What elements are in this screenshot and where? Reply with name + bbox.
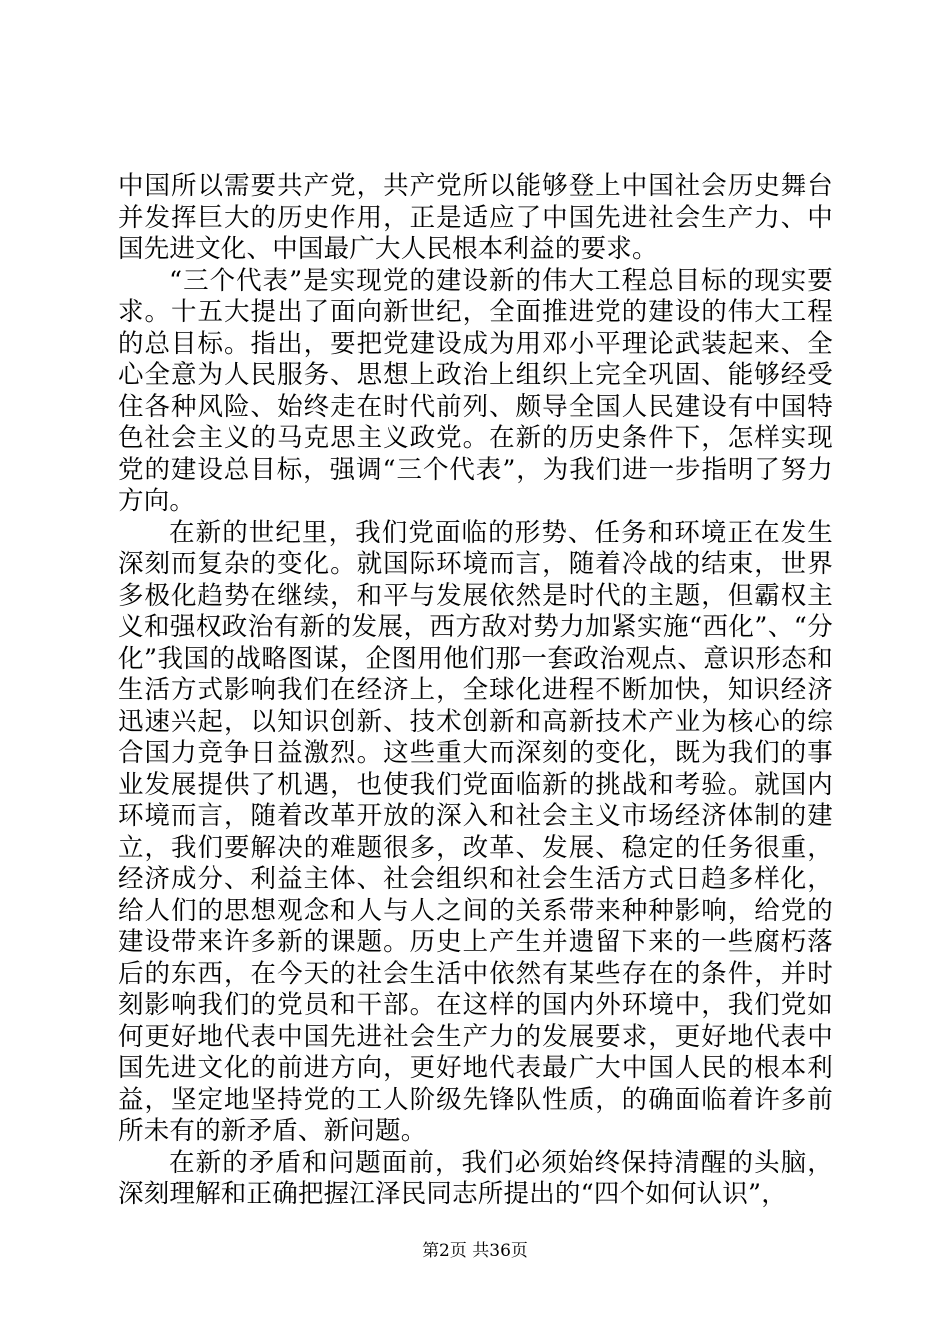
- document-body: [118, 171, 833, 1211]
- page-number-footer: 第2页 共36页: [422, 1241, 528, 1261]
- paragraph-3: 在新的世纪里，我们党面临的形势、任务和环境正在发生深刻而复杂的变化。就国际环境而言，随着冷战的结束，世界多极化趋势在继续，和平与发展依然是时代的主题，但霸权主义和强权政治有新的发展，西方敌对势力加紧实施“西化”、“分化”我国的战略图谋，企图用他们那一套政治观点、意识形态和生活方式影响我们在经济上，全球化进程不断加快，知识经济迅速兴起，以知识创新、技术创新和高新技术产业为核心的综合国力竞争日益激烈。这些重大而深刻的变化，既为我们的事业发展提供了机遇，也使我们党面临新的挑战和考验。就国内环境而言，随着改革开放的深入和社会主义市场经济体制的建立，我们要解决的难题很多，改革、发展、稳定的任务很重，经济成分、利益主体、社会组织和社会生活方式日趋多样化，给人们的思想观念和人与人之间的关系带来种种影响，给党的建设带来许多新的课题。历史上产生并遗留下来的一些腐朽落后的东西，在今天的社会生活中依然有某些存在的条件，并时刻影响我们的党员和干部。在这样的国内外环境中，我们党如何更好地代表中国先进社会生产力的发展要求，更好地代表中国先进文化的前进方向，更好地代表最广大中国人民的根本利益，坚定地坚持党的工人阶级先锋队性质，的确面临着许多前所未有的新矛盾、新问题。: [118, 517, 833, 1146]
- paragraph-1: 中国所以需要共产党，共产党所以能够登上中国社会历史舞台并发挥巨大的历史作用，正是适应了中国先进社会生产力、中国先进文化、中国最广大人民根本利益的要求。: [118, 171, 833, 264]
- paragraph-4: 在新的矛盾和问题面前，我们必须始终保持清醒的头脑，深刻理解和正确把握江泽民同志所提出的“四个如何认识”，: [118, 1147, 833, 1209]
- paragraph-2: “三个代表”是实现党的建设新的伟大工程总目标的现实要求。十五大提出了面向新世纪，全面推进党的建设的伟大工程的总目标。指出，要把党建设成为用邓小平理论武装起来、全心全意为人民服务、思想上政治上组织上完全巩固、能够经受住各种风险、始终走在时代前列、颇导全国人民建设有中国特色社会主义的马克思主义政党。在新的历史条件下，怎样实现党的建设总目标，强调“三个代表”，为我们进一步指明了努力方向。: [118, 265, 833, 516]
